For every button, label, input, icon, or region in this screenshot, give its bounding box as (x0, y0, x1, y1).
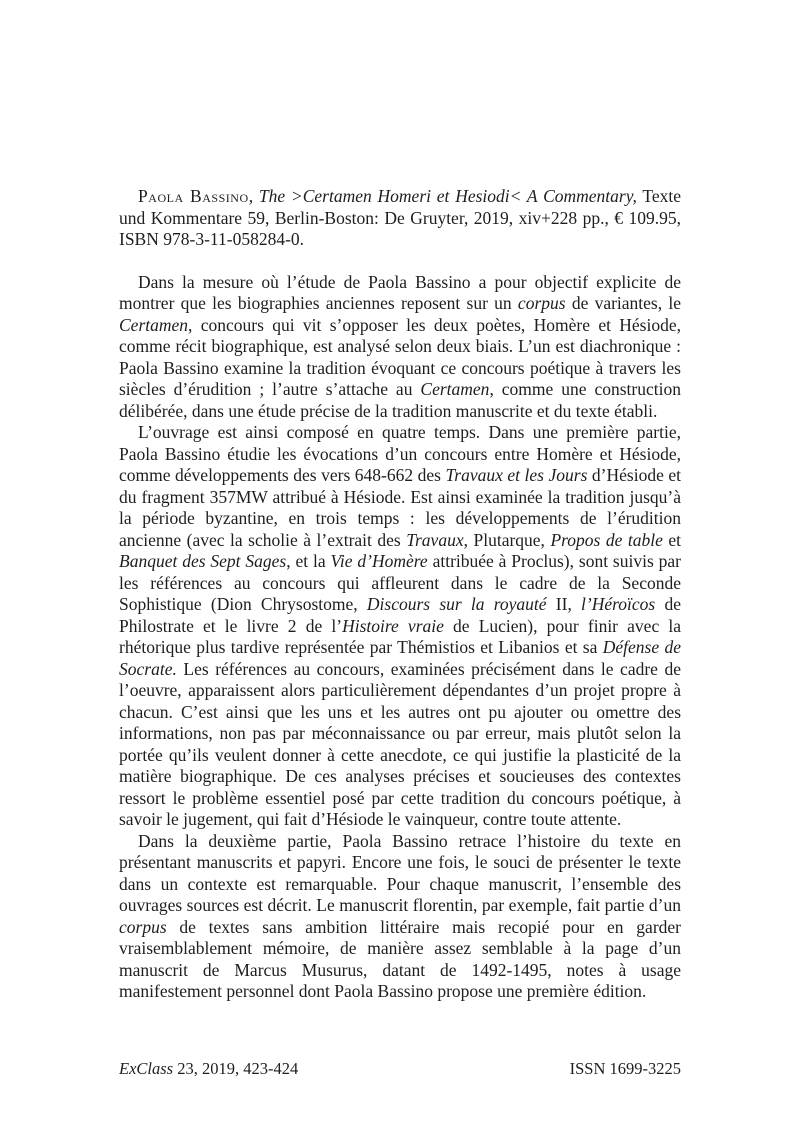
text-segment: Dans la mesure où l’étude de Paola Bassino a pour objectif explicite de montrer que les biographies anciennes reposent sur un (119, 271, 681, 313)
text-segment: Paola Bassino (138, 186, 249, 206)
text-segment: Discours sur la royauté (366, 594, 547, 614)
text-segment: ExClass (119, 1059, 174, 1078)
text-segment: , (248, 186, 259, 206)
text-segment: de variantes, le (565, 293, 681, 313)
text-segment: Propos de table (550, 529, 663, 550)
text-segment: Vie d’Homère (330, 551, 428, 571)
review-paragraph-3 (119, 831, 681, 1003)
text-segment: Banquet des Sept Sages (119, 551, 287, 571)
text-segment: Certamen (119, 314, 189, 335)
text-segment: Travaux (406, 529, 464, 550)
text-segment: 23, 2019, 423-424 (173, 1059, 299, 1078)
book-citation (119, 186, 681, 251)
text-segment: Certamen (420, 379, 490, 399)
review-body (119, 186, 681, 1003)
journal-volume-pages (119, 1059, 298, 1079)
review-paragraph-1 (119, 272, 681, 423)
text-segment: l’Héroïcos (581, 594, 656, 614)
text-segment: corpus (119, 916, 167, 937)
text-segment: Dans la deuxième partie, Paola Bassino retrace l’histoire du texte en présentant manuscrits et papyri. Encore une fois, le souci de présenter le texte dans un contexte est remarquable. Pour chaque manuscrit, l’ensemble des ouvrages sources est décrit. Le manuscrit florentin, par exemple, fait partie d’un (119, 830, 681, 915)
text-segment: Texte und Kommentare 59, Berlin-Boston: De Gruyter, 2019, xiv+228 pp., € 109.95, ISBN 978-3-11-058284-0. (119, 186, 682, 249)
review-paragraph-2 (119, 422, 681, 831)
text-segment: attribuée à Proclus), sont suivis par les références au concours qui affleurent dans le cadre de la Seconde Sophistique (Dion Chrysostome, (119, 551, 681, 614)
text-segment: Défense de Socrate. (119, 637, 681, 679)
text-segment: The >Certamen Homeri et Hesiodi< A Commentary, (258, 186, 637, 206)
text-segment: Travaux et les Jours (445, 465, 588, 485)
text-segment: de Philostrate et le livre 2 de l’ (119, 594, 681, 636)
text-segment: de textes sans ambition littéraire mais recopié pour en garder vraisemblablement mémoire, de manière assez semblable à la page d’un manuscrit de Marcus Musurus, datant de 1492-1495, notes à usage manifestement personnel dont Paola Bassino propose une première édition. (119, 916, 681, 1001)
text-segment: II, (546, 594, 582, 614)
text-segment: , concours qui vit s’opposer les deux poètes, Homère et Hésiode, comme récit biographique, est analysé selon deux biais. L’un est diachronique : Paola Bassino examine la tradition évoquant ce concours poétique à travers les siècles d’érudition ; l’autre s’attache au (119, 314, 681, 399)
text-segment: de Lucien), pour finir avec la rhétorique plus tardive représentée par Thémistios et Libanios et sa (119, 615, 682, 657)
page-footer (119, 1059, 681, 1079)
text-segment: , et la (286, 551, 331, 571)
text-segment: Histoire vraie (342, 615, 444, 636)
text-segment: , comme une construction délibérée, dans une étude précise de la tradition manuscrite et du texte établi. (119, 379, 681, 421)
text-segment: Les références au concours, examinées précisément dans le cadre de l’oeuvre, apparaissent alors particulièrement dépendantes d’un projet propre à chacun. C’est ainsi que les uns et les autres ont pu ajouter ou omettre des informations, non pas par méconnaissance ou par erreur, mais plutôt selon la portée qu’ils veulent donner à cette anecdote, ce qui justifie la plasticité de la matière biographique. De ces analyses précises et soucieuses des contextes ressort le problème essentiel posé par cette tradition du concours poétique, à savoir le jugement, qui fait d’Hésiode le vainqueur, contre toute attente. (119, 658, 681, 829)
text-segment: corpus (517, 293, 566, 313)
text-segment: L’ouvrage est ainsi composé en quatre temps. Dans une première partie, Paola Bassino étudie les évocations d’un concours entre Homère et Hésiode, comme développements des vers 648-662 des (119, 422, 681, 485)
text-segment: , Plutarque, (463, 529, 551, 550)
text-segment: d’Hésiode et du fragment 357MW attribué à Hésiode. Est ainsi examinée la tradition jusqu’à la période byzantine, en trois temps : les développements de l’érudition ancienne (avec la scholie à l’extrait des (119, 465, 681, 550)
text-segment: et (662, 529, 681, 550)
issn-number: ISSN 1699-3225 (569, 1059, 681, 1078)
